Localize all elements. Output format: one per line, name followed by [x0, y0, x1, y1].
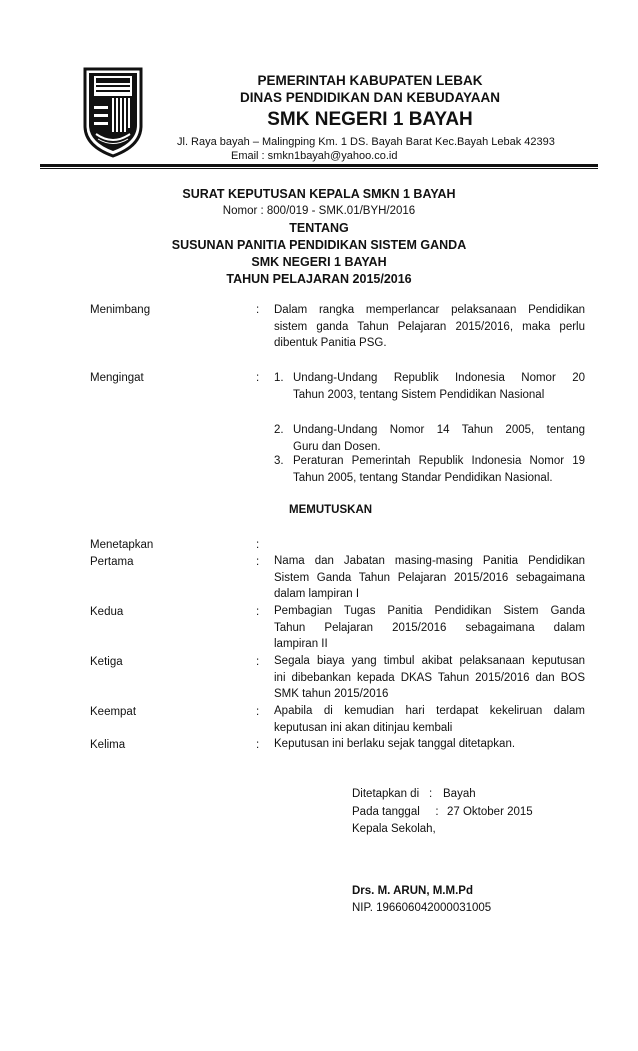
- mengingat-item: [274, 422, 585, 455]
- signatory-nip: NIP. 196606042000031005: [352, 902, 492, 914]
- decree-title: SURAT KEPUTUSAN KEPALA SMKN 1 BAYAH: [182, 187, 456, 201]
- decree-number: Nomor : 800/019 - SMK.01/BYH/2016: [222, 205, 416, 217]
- decree-subject-1: SUSUNAN PANITIA PENDIDIKAN SISTEM GANDA: [171, 238, 467, 252]
- kelima-label: Kelima: [90, 739, 126, 751]
- keempat-label: Keempat: [90, 706, 137, 718]
- pertama-line-2: Sistem Ganda Tahun Pelajaran 2015/2016 sebagaimana: [274, 571, 585, 584]
- kelima-text: [274, 736, 585, 753]
- pertama-label: Pertama: [90, 556, 134, 568]
- decree-about: TENTANG: [289, 221, 349, 235]
- kedua-colon: :: [256, 606, 260, 618]
- decree-subject-3: TAHUN PELAJARAN 2015/2016: [226, 272, 412, 286]
- place-value: Bayah: [443, 788, 476, 800]
- item-line-2: Tahun 2003, tentang Sistem Pendidikan Nasional: [293, 388, 545, 401]
- menimbang-text: [274, 302, 585, 352]
- item-line-2: Tahun 2005, tentang Standar Pendidikan Nasional.: [293, 471, 553, 484]
- keempat-line-2: keputusan ini akan ditinjau kembali: [274, 721, 453, 734]
- school-address: Jl. Raya bayah – Malingping Km. 1 DS. Bayah Barat Kec.Bayah Lebak 42393: [177, 136, 555, 148]
- memutuskan-heading: MEMUTUSKAN: [289, 504, 373, 516]
- ketiga-line-2: ini dibebankan kepada DKAS Tahun 2015/2016 dan BOS: [274, 671, 585, 684]
- pertama-text: [274, 553, 585, 603]
- item-number: 2.: [274, 424, 284, 436]
- menimbang-line-1: Dalam rangka memperlancar pelaksanaan Pendidikan: [274, 304, 585, 316]
- government-name: PEMERINTAH KABUPATEN LEBAK: [257, 73, 483, 88]
- kelima-colon: :: [256, 739, 260, 751]
- place-colon: :: [429, 788, 433, 800]
- menimbang-line-2: sistem ganda Tahun Pelajaran 2015/2016, maka perlu: [274, 320, 585, 333]
- item-line-2: Guru dan Dosen.: [293, 440, 381, 453]
- date-colon: :: [435, 806, 439, 818]
- ketiga-colon: :: [256, 656, 260, 668]
- signature-date: [352, 803, 533, 821]
- ketiga-label: Ketiga: [90, 656, 123, 668]
- letterhead: [150, 72, 590, 163]
- school-email: Email : smkn1bayah@yahoo.co.id: [231, 150, 398, 162]
- kelima-line-1: Keputusan ini berlaku sejak tanggal ditetapkan.: [274, 738, 516, 750]
- ketiga-line-3: SMK tahun 2015/2016: [274, 688, 389, 700]
- kedua-line-1: Pembagian Tugas Panitia Pendidikan Sistem Ganda: [274, 605, 585, 617]
- signature-position: Kepala Sekolah,: [352, 823, 436, 835]
- menimbang-colon: :: [256, 304, 260, 316]
- signature-place: [352, 785, 476, 803]
- signatory-name: Drs. M. ARUN, M.M.Pd: [352, 885, 473, 897]
- item-number: 3.: [274, 455, 284, 467]
- department-name: DINAS PENDIDIKAN DAN KEBUDAYAAN: [239, 90, 501, 105]
- letterhead-divider-thin: [40, 168, 598, 169]
- item-number: 1.: [274, 372, 284, 384]
- mengingat-label: Mengingat: [90, 372, 144, 384]
- menetapkan-colon: :: [256, 539, 260, 551]
- item-line-1: Peraturan Pemerintah Republik Indonesia Nomor 19: [293, 455, 585, 467]
- mengingat-colon: :: [256, 372, 260, 384]
- pertama-colon: :: [256, 556, 260, 568]
- ketiga-text: [274, 653, 585, 703]
- item-line-1: Undang-Undang Nomor 14 Tahun 2005, tentang: [293, 424, 585, 436]
- kedua-text: [274, 603, 585, 653]
- menimbang-line-3: dibentuk Panitia PSG.: [274, 337, 387, 349]
- kedua-line-2: Tahun Pelajaran 2015/2016 sebagaimana dalam: [274, 621, 585, 634]
- date-key: Pada tanggal: [352, 806, 420, 818]
- letterhead-divider-thick: [40, 164, 598, 167]
- item-line-1: Undang-Undang Republik Indonesia Nomor 20: [293, 372, 585, 384]
- menimbang-label: Menimbang: [90, 304, 151, 316]
- keempat-colon: :: [256, 706, 260, 718]
- menetapkan-label: Menetapkan: [90, 539, 154, 551]
- kedua-line-3: lampiran II: [274, 638, 328, 650]
- ketiga-line-1: Segala biaya yang timbul akibat pelaksanaan keputusan: [274, 655, 585, 667]
- pertama-line-3: dalam lampiran I: [274, 588, 360, 600]
- school-name: SMK NEGERI 1 BAYAH: [267, 109, 473, 130]
- kedua-label: Kedua: [90, 606, 124, 618]
- date-value: 27 Oktober 2015: [447, 806, 533, 818]
- place-key: Ditetapkan di: [352, 788, 420, 800]
- keempat-line-1: Apabila di kemudian hari terdapat kekeliruan dalam: [274, 705, 585, 717]
- mengingat-item: [274, 370, 585, 403]
- decree-subject-2: SMK NEGERI 1 BAYAH: [251, 255, 387, 269]
- school-emblem-icon: [82, 66, 144, 158]
- pertama-line-1: Nama dan Jabatan masing-masing Panitia Pendidikan: [274, 555, 585, 567]
- mengingat-item: [274, 453, 585, 486]
- keempat-text: [274, 703, 585, 736]
